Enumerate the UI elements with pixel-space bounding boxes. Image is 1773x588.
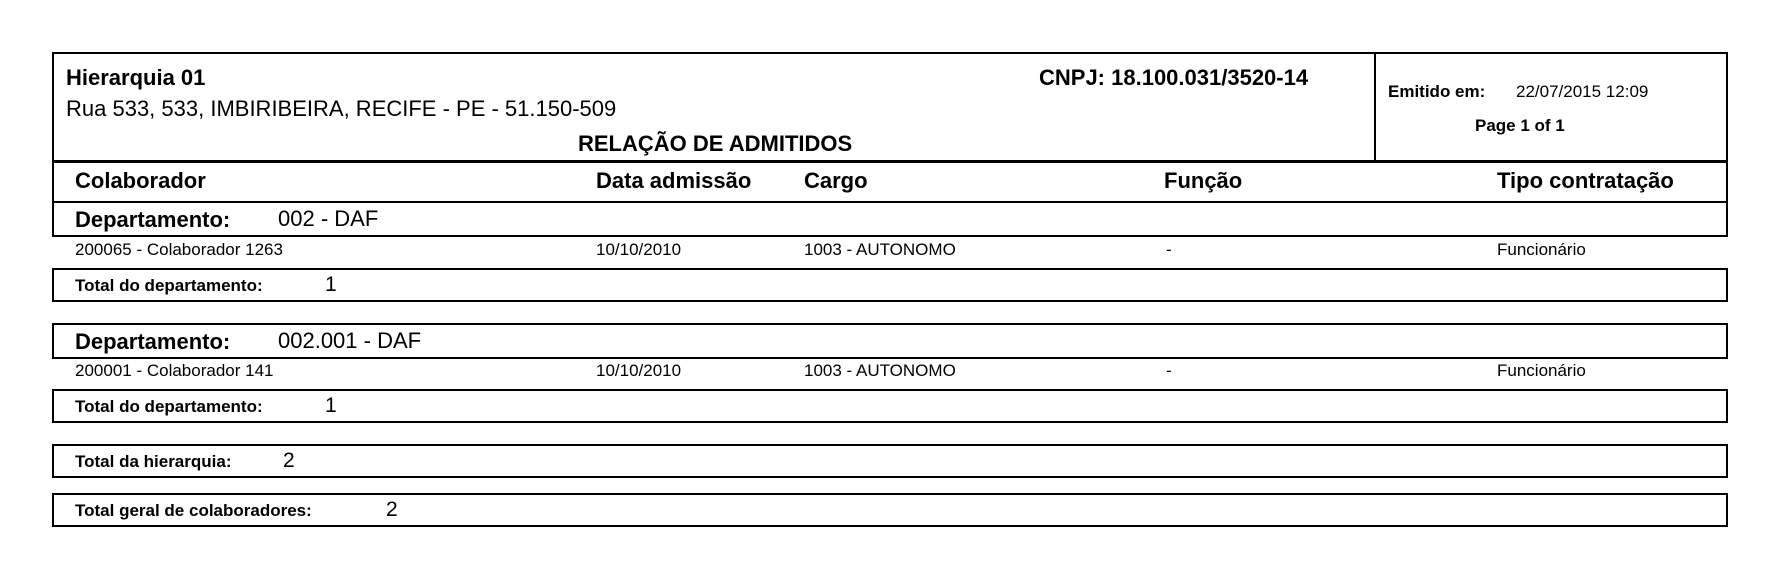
- column-header-data-admissao: Data admissão: [596, 168, 752, 193]
- row-colaborador: 200065 - Colaborador 1263: [75, 240, 283, 259]
- row-funcao: -: [1166, 240, 1172, 259]
- company-address: Rua 533, 533, IMBIRIBEIRA, RECIFE - PE - 51.150-509: [66, 96, 617, 121]
- column-header-colaborador: Colaborador: [75, 168, 206, 193]
- row-tipo-contratacao: Funcionário: [1497, 240, 1586, 259]
- row-cargo: 1003 - AUTONOMO: [804, 361, 956, 380]
- department-total-label: Total do departamento:: [75, 397, 263, 416]
- row-colaborador: 200001 - Colaborador 141: [75, 361, 274, 380]
- column-header-tipo-contratacao: Tipo contratação: [1497, 168, 1674, 193]
- company-cnpj: CNPJ: 18.100.031/3520-14: [1039, 65, 1309, 90]
- hierarchy-total-value: 2: [283, 449, 295, 472]
- row-data-admissao: 10/10/2010: [596, 240, 682, 259]
- row-tipo-contratacao: Funcionário: [1497, 361, 1586, 380]
- hierarchy-total: [52, 444, 1728, 478]
- column-header-funcao: Função: [1164, 168, 1243, 193]
- page-number: Page 1 of 1: [1475, 116, 1565, 135]
- department-name: 002.001 - DAF: [278, 328, 422, 353]
- column-header-row: [52, 161, 1728, 203]
- department-total-value: 1: [325, 273, 337, 296]
- issued-label: Emitido em:: [1388, 82, 1486, 101]
- row-data-admissao: 10/10/2010: [596, 361, 682, 380]
- department-name: 002 - DAF: [278, 206, 379, 231]
- header-divider: [1374, 54, 1376, 160]
- department-label: Departamento:: [75, 207, 231, 232]
- column-header-cargo: Cargo: [804, 168, 868, 193]
- department-label: Departamento:: [75, 329, 231, 354]
- grand-total-label: Total geral de colaboradores:: [75, 501, 312, 520]
- department-total-value: 1: [325, 394, 337, 417]
- hierarchy-title: Hierarquia 01: [66, 65, 206, 90]
- department-total-label: Total do departamento:: [75, 276, 263, 295]
- department-total: [52, 268, 1728, 302]
- issued-datetime: 22/07/2015 12:09: [1516, 82, 1649, 101]
- hierarchy-total-label: Total da hierarquia:: [75, 452, 232, 471]
- row-funcao: -: [1166, 361, 1172, 380]
- report-title: RELAÇÃO DE ADMITIDOS: [578, 131, 853, 156]
- row-cargo: 1003 - AUTONOMO: [804, 240, 956, 259]
- grand-total-value: 2: [386, 498, 398, 521]
- department-total: [52, 389, 1728, 423]
